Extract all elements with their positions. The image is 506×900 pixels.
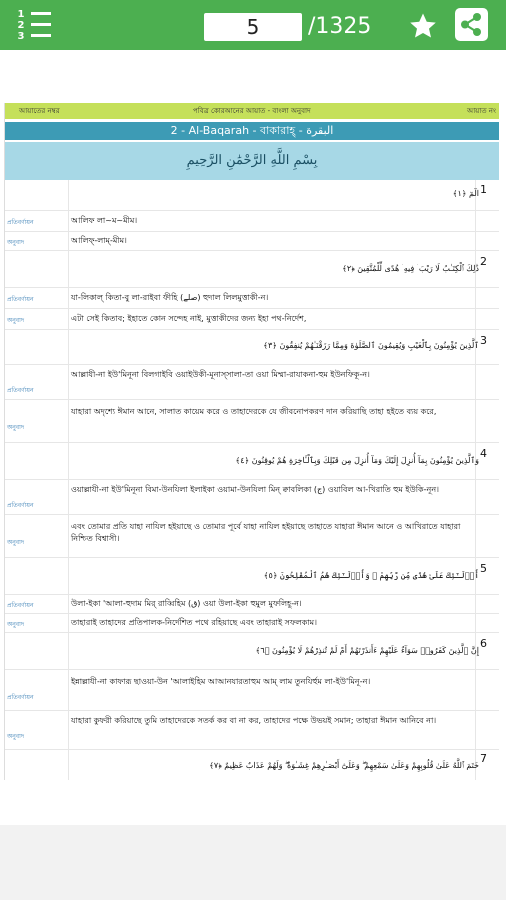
menu-number-1: 1 — [17, 9, 25, 20]
verse-arabic-row — [5, 558, 499, 595]
verse-number: 6 — [480, 637, 487, 650]
page-number-input[interactable]: 5 — [204, 13, 302, 41]
verse-translation: যাহারা কুফরী করিয়াছে তুমি তাহাদেরকে সতর্ক কর বা না কর, তাহাদের পক্ষে উভয়ই সমান; তাহারা ঈমান আনিবে না। — [71, 716, 437, 725]
verse-arabic: أُو۟لَـٰٓئِكَ عَلَىٰ هُدًى مِّن رَّبِّهِمْ ۖ وَأُو۟لَـٰٓئِكَ هُمُ ٱلْمُفْلِحُونَ ﴿٥﴾ — [263, 571, 479, 580]
verse-number: 3 — [480, 334, 487, 347]
translation-label: অনুবাদ — [7, 239, 25, 246]
translit-label: প্রতিবর্ণায়ন — [7, 296, 34, 303]
menu-line — [31, 12, 51, 15]
top-toolbar — [0, 0, 506, 50]
table-header — [5, 103, 499, 119]
verse-arabic-row — [5, 251, 499, 288]
translation-label: অনুবাদ — [7, 424, 25, 431]
verse-translation-row — [5, 711, 499, 750]
verse-number: 1 — [480, 183, 487, 196]
surah-title: 2 - Al-Baqarah - বাকারাহ্ - البقرة — [5, 122, 499, 140]
verse-translation: এবং তোমার প্রতি যাহা নাযিল হইয়াছে ও তোমার পূর্বে যাহা নাযিল হইয়াছে তাহাতে যাহারা ঈমান আনে ও আখিরাতে যাহারা নিশ্চিত বিশ্বাসী। — [71, 522, 461, 543]
header-left-label: আয়াতের নম্বর — [19, 107, 60, 115]
translation-label: অনুবাদ — [7, 317, 25, 324]
verse-translit-row — [5, 595, 499, 614]
verse-number: 2 — [480, 255, 487, 268]
verse-translit-row — [5, 365, 499, 400]
favorite-star-icon[interactable] — [408, 11, 438, 41]
bismillah: بِسْمِ اللَّهِ الرَّحْمَٰنِ الرَّحِيمِ — [5, 142, 499, 180]
verse-translit: ইন্নাল্লাযী-না কাফারূ ছাওয়া-উন 'আলাইহিম আআনযারতাহুম আম্ লাম তুনযির্হুম লা-ইউ'মিনূ-ন। — [71, 677, 371, 686]
verse-translit-row — [5, 670, 499, 711]
verse-translation: আলিফ্-লাম্-মীম। — [71, 236, 127, 245]
verse-document[interactable] — [4, 103, 499, 780]
translit-label: প্রতিবর্ণায়ন — [7, 694, 34, 701]
share-icon — [455, 8, 488, 41]
verse-translit: আল্লাযী-না ইউ'মিনূনা বিলগাইবি ওয়াইউকী-মূনাস্সালা-তা ওয়া মিম্মা-রাযাকনা-হুম ইউনফিকূ-ন। — [71, 370, 370, 379]
translation-label: অনুবাদ — [7, 733, 25, 740]
page-total-label: /1325 — [308, 14, 372, 39]
verse-arabic: وَٱلَّذِينَ يُؤْمِنُونَ بِمَآ أُنزِلَ إِلَيْكَ وَمَآ أُنزِلَ مِن قَبْلِكَ وَبِٱلْـَٔاخِرَةِ هُمْ يُوقِنُونَ ﴿٤﴾ — [235, 456, 479, 465]
verse-translit: যা-লিকাল্ কিতা-বু লা-রাইবা ফীহি (صلے) হুদাল লিলমুত্তাকী-ন। — [71, 293, 269, 302]
verse-number: 4 — [480, 447, 487, 460]
header-center-label: পবিত্র কোরআনের আয়াত - বাংলা অনুবাদ — [193, 107, 311, 115]
verse-translit: উলা-ইকা 'আলা-হুদাম মির্ রাব্বিহিম (ق) ওয়া উলা-ইকা হুমুল মুফলিহূ-ন। — [71, 599, 302, 608]
translit-label: প্রতিবর্ণায়ন — [7, 602, 34, 609]
menu-number-2: 2 — [17, 20, 25, 31]
verse-arabic-row — [5, 180, 499, 211]
verse-arabic-row — [5, 633, 499, 670]
verse-number: 7 — [480, 752, 487, 765]
verse-arabic-row — [5, 443, 499, 480]
translit-label: প্রতিবর্ণায়ন — [7, 387, 34, 394]
translit-label: প্রতিবর্ণায়ন — [7, 502, 34, 509]
verse-number: 5 — [480, 562, 487, 575]
verse-translit-row — [5, 288, 499, 309]
verse-translation: তাহারাই তাহাদের প্রতিপালক-নির্দেশিত পথে রহিয়াছে এবং তাহারাই সফলকাম। — [71, 618, 317, 627]
verse-translation-row — [5, 232, 499, 251]
verse-arabic: إِنَّ ٱلَّذِينَ كَفَرُوا۟ سَوَآءٌ عَلَيْهِمْ ءَأَنذَرْتَهُمْ أَمْ لَمْ تُنذِرْهُمْ لَا يُؤْمِنُونَ ﴿٦﴾ — [255, 646, 479, 655]
menu-number-stack — [14, 9, 28, 42]
verse-translation-row — [5, 309, 499, 330]
menu-line — [31, 23, 51, 26]
translation-label: অনুবাদ — [7, 621, 25, 628]
header-right-label: আয়াত নং — [467, 107, 496, 115]
verse-translit: আলিফ লা~ম~মীম। — [71, 216, 138, 225]
share-button[interactable] — [455, 8, 488, 41]
surah-list-menu-icon[interactable] — [14, 9, 52, 43]
verse-translit: ওয়াল্লাযী-না ইউ'মিনূনা বিমা-উনযিলা ইলাইকা ওয়ামা-উনযিলা মিন্ ক্বাবলিকা (ج) ওয়াবিল আ-খিরাতি হুম ইউকি-নূন। — [71, 485, 439, 494]
verse-translit-row — [5, 211, 499, 232]
verse-arabic: الٓمٓ ﴿١﴾ — [452, 189, 479, 198]
menu-line — [31, 34, 51, 37]
verse-arabic-row — [5, 750, 499, 780]
bottom-area — [0, 825, 506, 900]
verse-translation-row — [5, 515, 499, 558]
verse-translation: এটা সেই কিতাব; ইহাতে কোন সন্দেহ নাই, মুত্তাকীদের জন্য ইহা পথ-নির্দেশ, — [71, 314, 307, 323]
translit-label: প্রতিবর্ণায়ন — [7, 219, 34, 226]
verse-translit-row — [5, 480, 499, 515]
verse-translation-row — [5, 400, 499, 443]
verse-translation: যাহারা অদৃশ্যে ঈমান আনে, সালাত কায়েম করে ও তাহাদেরকে যে জীবনোপকরণ দান করিয়াছি তাহা হইতে ব্যয় করে, — [71, 407, 437, 416]
verse-arabic: خَتَمَ ٱللَّهُ عَلَىٰ قُلُوبِهِمْ وَعَلَىٰ سَمْعِهِمْ ۖ وَعَلَىٰٓ أَبْصَـٰرِهِمْ غِشَـٰوَةٌ ۖ وَلَهُمْ عَذَابٌ عَظِيمٌ ﴿٧﴾ — [209, 761, 479, 770]
verse-arabic: ذَٰلِكَ ٱلْكِتَـٰبُ لَا رَيْبَ ۛ فِيهِ ۛ هُدًى لِّلْمُتَّقِينَ ﴿٢﴾ — [342, 264, 479, 273]
translation-label: অনুবাদ — [7, 539, 25, 546]
verse-arabic-row — [5, 330, 499, 365]
verse-translation-row — [5, 614, 499, 633]
menu-number-3: 3 — [17, 31, 25, 42]
verse-arabic: ٱلَّذِينَ يُؤْمِنُونَ بِٱلْغَيْبِ وَيُقِيمُونَ ٱلصَّلَوٰةَ وَمِمَّا رَزَقْنَـٰهُمْ يُنفِقُونَ ﴿٣﴾ — [263, 341, 479, 350]
